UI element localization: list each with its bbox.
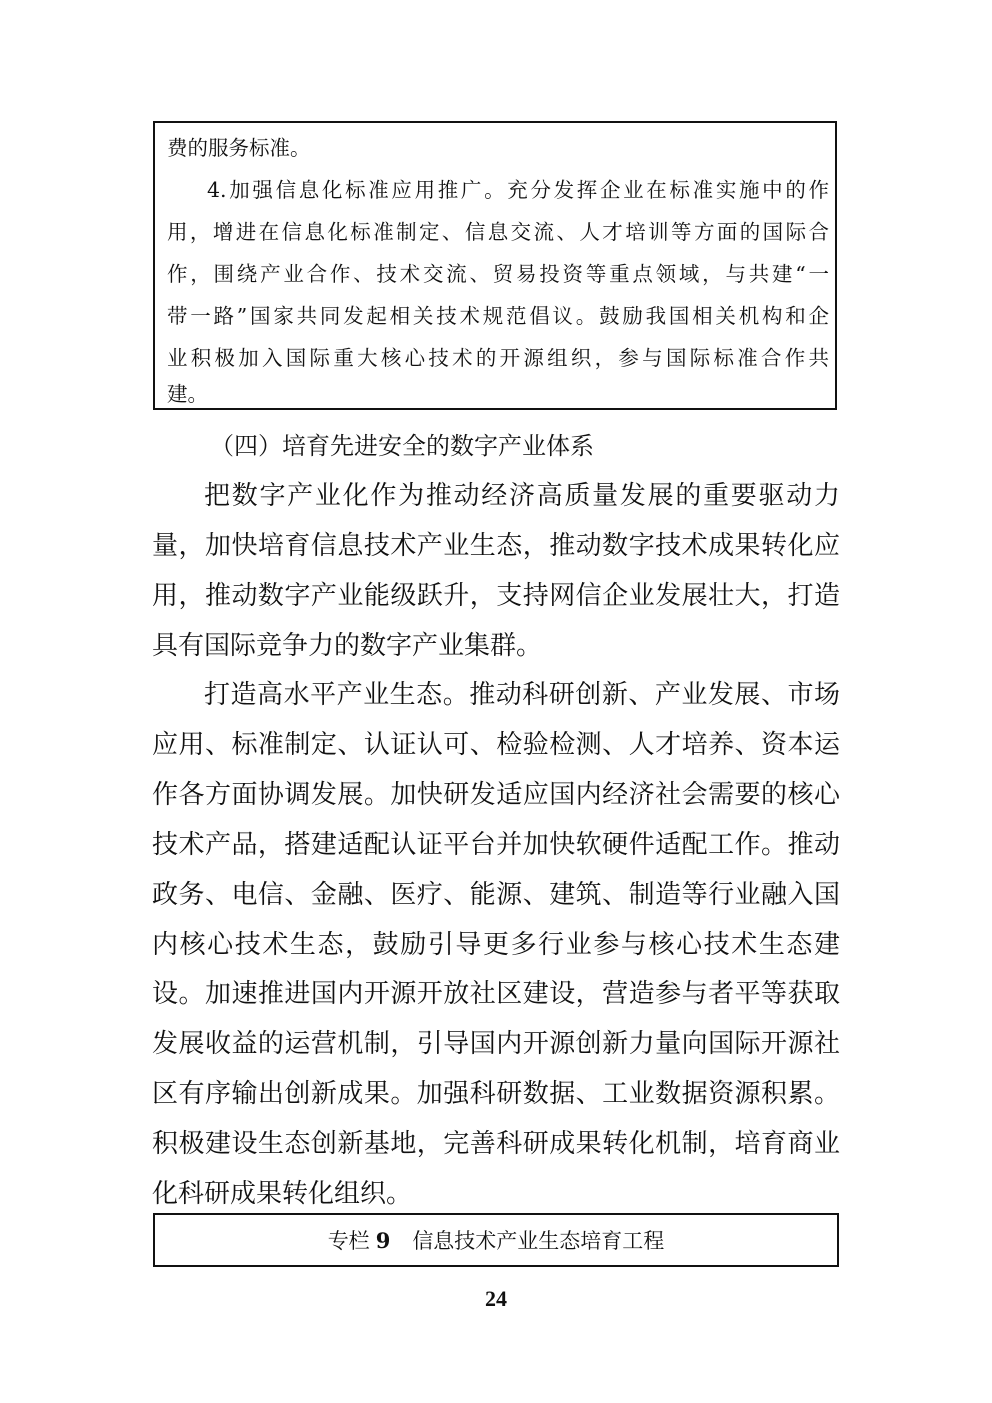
paragraph-2-line-3: 作各方面协调发展。加快研发适应国内经济社会需要的核心	[152, 780, 840, 810]
paragraph-2-line-5: 政务、电信、金融、医疗、能源、建筑、制造等行业融入国	[152, 880, 840, 910]
page-number: 24	[485, 1286, 507, 1311]
column-prefix: 专栏	[327, 1229, 370, 1253]
box-line-1: 费的服务标准。	[167, 136, 311, 160]
box-line-4: 作，围绕产业合作、技术交流、贸易投资等重点领域，与共建“一	[167, 262, 829, 286]
column-box	[153, 1213, 839, 1267]
top-text-box	[153, 121, 837, 410]
paragraph-1-line-4: 具有国际竞争力的数字产业集群。	[152, 631, 543, 661]
section-heading: （四）培育先进安全的数字产业体系	[210, 432, 594, 460]
paragraph-2-line-2: 应用、标准制定、认证认可、检验检测、人才培养、资本运	[152, 730, 840, 760]
paragraph-1-line-2: 量，加快培育信息技术产业生态，推动数字技术成果转化应	[152, 531, 840, 561]
paragraph-2-line-1: 打造高水平产业生态。推动科研创新、产业发展、市场	[204, 680, 840, 710]
paragraph-1-line-3: 用，推动数字产业能级跃升，支持网信企业发展壮大，打造	[152, 581, 840, 611]
column-title: 信息技术产业生态培育工程	[412, 1229, 665, 1253]
paragraph-2-line-9: 区有序输出创新成果。加强科研数据、工业数据资源积累。	[152, 1079, 840, 1109]
paragraph-2-line-8: 发展收益的运营机制，引导国内开源创新力量向国际开源社	[152, 1029, 840, 1059]
paragraph-2-line-6: 内核心技术生态，鼓励引导更多行业参与核心技术生态建	[152, 930, 840, 960]
box-line-3: 用，增进在信息化标准制定、信息交流、人才培训等方面的国际合	[167, 220, 829, 244]
paragraph-2-line-11: 化科研成果转化组织。	[152, 1179, 413, 1209]
box-line-5: 带一路”国家共同发起相关技术规范倡议。鼓励我国相关机构和企	[167, 304, 829, 328]
paragraph-2-line-7: 设。加速推进国内开源开放社区建设，营造参与者平等获取	[152, 979, 840, 1009]
paragraph-2-line-4: 技术产品，搭建适配认证平台并加快软硬件适配工作。推动	[152, 830, 840, 860]
paragraph-2-line-10: 积极建设生态创新基地，完善科研成果转化机制，培育商业	[152, 1129, 840, 1159]
column-number: 9	[375, 1227, 391, 1253]
box-line-2: 4.加强信息化标准应用推广。充分发挥企业在标准实施中的作	[207, 178, 829, 202]
paragraph-1-line-1: 把数字产业化作为推动经济高质量发展的重要驱动力	[204, 481, 840, 511]
box-line-6: 业积极加入国际重大核心技术的开源组织，参与国际标准合作共	[167, 346, 829, 370]
box-line-7: 建。	[167, 382, 208, 406]
